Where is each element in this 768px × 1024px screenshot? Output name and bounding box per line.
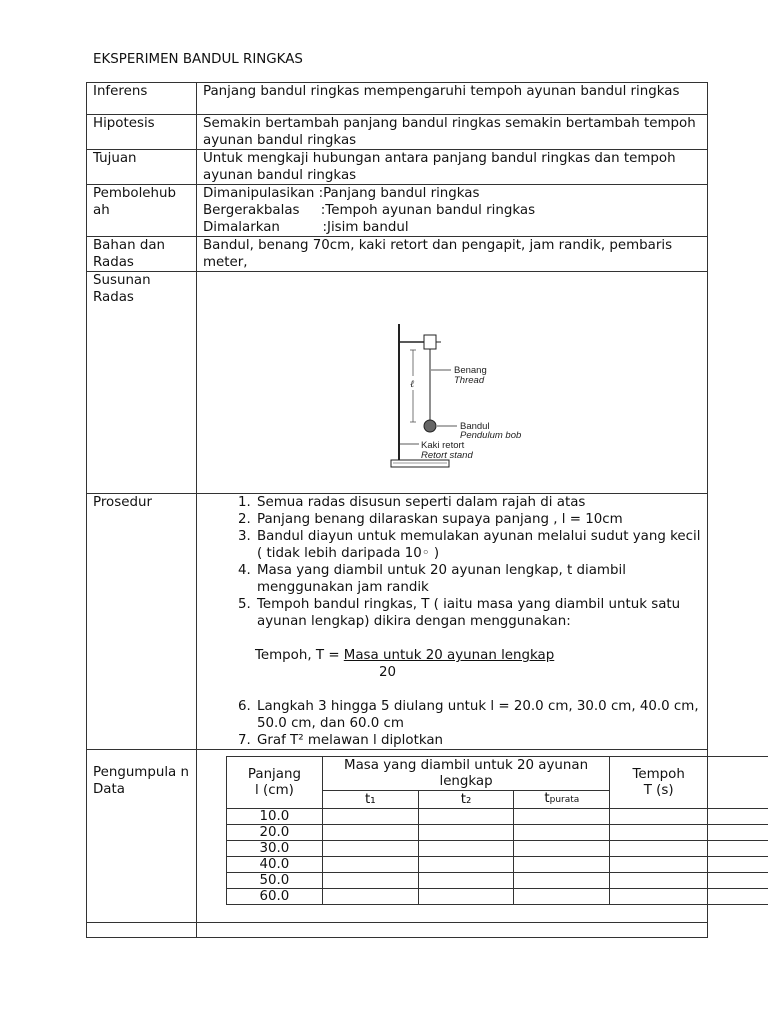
label-stand: Retort stand — [421, 450, 473, 461]
label-pengumpulan: Pengumpula n Data — [87, 750, 197, 923]
document-title: EKSPERIMEN BANDUL RINGKAS — [93, 52, 303, 67]
procedure-step: 4. Masa yang diambil untuk 20 ayunan lengkap, t diambil menggunakan jam randik — [255, 562, 701, 596]
table-row: 50.0 — [227, 873, 768, 889]
header-t2: t₂ — [418, 791, 514, 809]
data-table — [226, 756, 768, 905]
procedure-step: 6. Langkah 3 hingga 5 diulang untuk l = 20.0 cm, 30.0 cm, 40.0 cm, 50.0 cm, dan 60.0 cm — [255, 698, 701, 732]
apparatus-figure — [197, 272, 707, 493]
formula-lhs: Tempoh, T = — [255, 648, 344, 663]
procedure-step: 3. Bandul diayun untuk memulakan ayunan melalui sudut yang kecil ( tidak lebih daripada 10◦ ) — [255, 528, 701, 562]
text-prosedur — [197, 494, 708, 750]
label-inferens: Inferens — [87, 83, 197, 115]
label-kaki: Kaki retort — [421, 440, 465, 451]
row-susunan — [87, 272, 708, 494]
formula-denominator: 20 — [379, 665, 397, 680]
table-row: 10.0 — [227, 809, 768, 825]
label-hipotesis: Hipotesis — [87, 115, 197, 150]
label-prosedur: Prosedur — [87, 494, 197, 750]
header-masa: Masa yang diambil untuk 20 ayunan lengkap — [322, 757, 609, 791]
text-tujuan: Untuk mengkaji hubungan antara panjang bandul ringkas dan tempoh ayunan bandul ringkas — [197, 150, 708, 185]
text-hipotesis: Semakin bertambah panjang bandul ringkas semakin bertambah tempoh ayunan bandul ringkas — [197, 115, 708, 150]
label-bahan: Bahan dan Radas — [87, 237, 197, 272]
procedure-step: 1. Semua radas disusun seperti dalam rajah di atas — [255, 494, 701, 511]
var-manipulated: Dimanipulasikan :Panjang bandul ringkas — [203, 186, 480, 201]
text-pembolehubah — [197, 185, 708, 237]
procedure-step: 7. Graf T² melawan l diplotkan — [255, 732, 701, 749]
row-tujuan — [87, 150, 708, 185]
row-inferens — [87, 83, 708, 115]
label-bandul: Bandul — [460, 421, 490, 432]
header-t1: t₁ — [322, 791, 418, 809]
row-prosedur — [87, 494, 708, 750]
header-tempoh: Tempoh T (s) — [610, 757, 708, 809]
label-benang: Benang — [454, 365, 487, 376]
table-row: 30.0 — [227, 841, 768, 857]
text-inferens: Panjang bandul ringkas mempengaruhi tempoh ayunan bandul ringkas — [197, 83, 708, 115]
label-tujuan: Tujuan — [87, 150, 197, 185]
clamp-block — [424, 335, 436, 349]
row-bahan — [87, 237, 708, 272]
length-symbol: ℓ — [410, 379, 415, 390]
procedure-list-a — [203, 494, 701, 630]
pendulum-diagram — [377, 272, 677, 493]
var-constant: Dimalarkan :Jisim bandul — [203, 220, 409, 235]
row-hipotesis — [87, 115, 708, 150]
pendulum-bob — [424, 420, 436, 432]
label-susunan: Susunan Radas — [87, 272, 197, 494]
label-thread: Thread — [454, 375, 485, 386]
procedure-step: 5. Tempoh bandul ringkas, T ( iaitu masa yang diambil untuk satu ayunan lengkap) dikira dengan menggunakan: — [255, 596, 701, 630]
table-row: 40.0 — [227, 857, 768, 873]
text-bahan: Bandul, benang 70cm, kaki retort dan pengapit, jam randik, pembaris meter, — [197, 237, 708, 272]
label-pembolehubah: Pembolehub ah — [87, 185, 197, 237]
row-empty — [87, 923, 708, 938]
procedure-list-b — [203, 698, 701, 749]
formula-numerator: Masa untuk 20 ayunan lengkap — [343, 648, 555, 663]
table-row: 20.0 — [227, 825, 768, 841]
header-tpurata: tpurata — [514, 791, 610, 809]
label-bob: Pendulum bob — [460, 430, 522, 441]
table-row: 60.0 — [227, 889, 768, 905]
header-panjang: Panjang l (cm) — [227, 757, 323, 809]
period-formula — [203, 647, 701, 664]
var-responding: Bergerakbalas :Tempoh ayunan bandul ringkas — [203, 203, 536, 218]
procedure-step: 2. Panjang benang dilaraskan supaya panjang , l = 10cm — [255, 511, 701, 528]
row-pembolehubah — [87, 185, 708, 237]
